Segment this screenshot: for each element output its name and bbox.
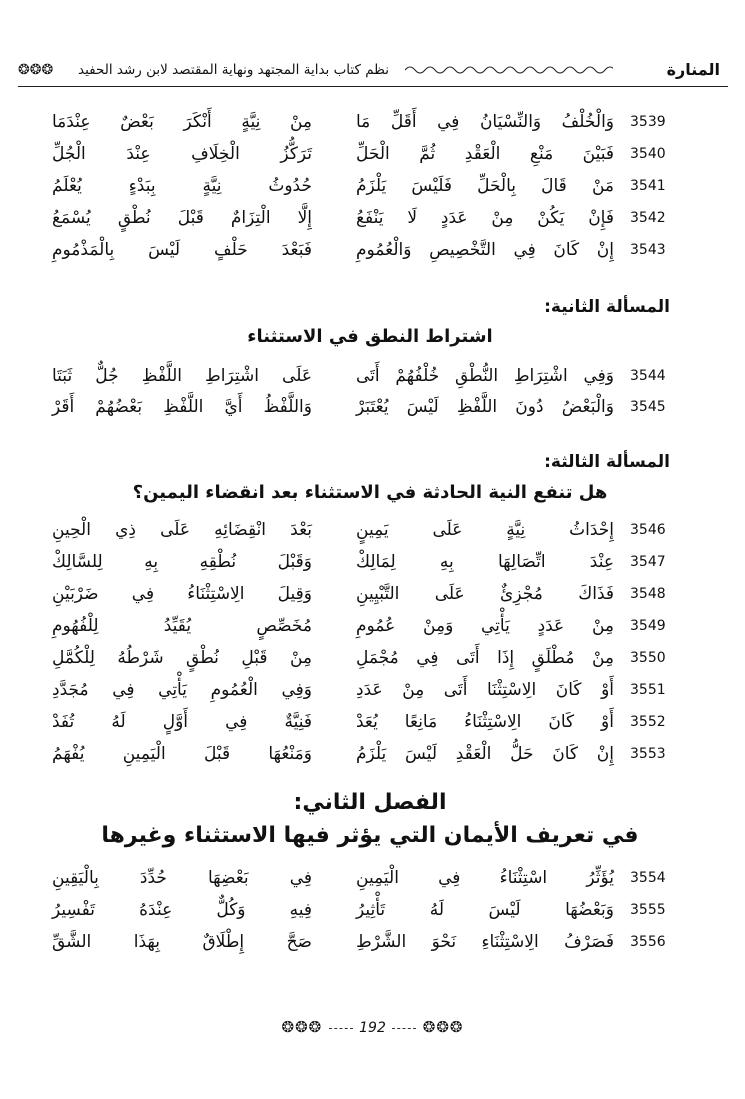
verse-row [0, 142, 745, 174]
verse-number: 3548 [630, 586, 666, 602]
verse-first-hemistich: وَفِي اشْتِرَاطِ النُّطْقِ خُلْفُهُمْ أَتَى [356, 366, 614, 386]
verse-row [0, 930, 745, 962]
verse-second-hemistich: حُدُوثُ نِيَّةٍ بِبَدْءٍ يُعْلَمُ [52, 176, 312, 196]
verse-row [0, 614, 745, 646]
verse-number: 3550 [630, 650, 666, 666]
footer-ornament-right-icon: ❂❂❂ [422, 1018, 464, 1036]
verse-first-hemistich: وَالْخُلْفُ وَالنِّسْيَانُ فِي أَقَلِّ مَا [356, 112, 614, 132]
verse-first-hemistich: فَذَاكَ مُجْزِئٌ عَلَى التَّبْيِينِ [356, 584, 614, 604]
verse-first-hemistich: إِنْ كَانَ فِي التَّخْصِيصِ وَالْعُمُومِ [356, 240, 614, 260]
page-footer [0, 1018, 745, 1036]
verse-first-hemistich: مِنْ مُطْلَقٍ إِذَا أَتَى فِي مُجْمَلِ [356, 648, 614, 668]
verse-row [0, 518, 745, 550]
verse-second-hemistich: مِنْ قَبْلِ نُطْقٍ شَرْطُهُ لِلْكُمَّلِ [52, 648, 312, 668]
verse-second-hemistich: بَعْدَ انْقِضَائِهِ عَلَى ذِي الْحِينِ [52, 520, 312, 540]
verse-second-hemistich: مِنْ نِيَّةٍ أَنْكَرَ بَعْضٌ عِنْدَمَا [52, 112, 312, 132]
verse-second-hemistich: عَلَى اشْتِرَاطِ اللَّفْظِ جُلٌّ ثَبَتَا [52, 366, 312, 386]
verse-second-hemistich: تَرَكُّزُ الْخِلَافِ عِنْدَ الْجُلِّ [52, 144, 312, 164]
verse-row [0, 110, 745, 142]
verse-second-hemistich: إِلَّا الْتِزَامٌ قَبْلَ نُطْقٍ يُسْمَعُ [52, 208, 312, 228]
verse-number: 3542 [630, 210, 666, 226]
verse-second-hemistich: فِيهِ وَكُلٌّ عِنْدَهُ تَفْسِيرُ [52, 900, 312, 920]
verse-second-hemistich: وَمَنْعُهَا قَبْلَ الْيَمِينِ يُفْهَمُ [52, 744, 312, 764]
verse-number: 3551 [630, 682, 666, 698]
verse-second-hemistich: فِي بَعْضِهَا حُدِّدَ بِالْيَقِينِ [52, 868, 312, 888]
verse-first-hemistich: فَإِنْ يَكُنْ مِنْ عَدَدٍ لَا يَنْفَعُ [356, 208, 614, 228]
verse-first-hemistich: عِنْدَ اتِّصَالِهَا بِهِ لِمَالِكْ [356, 552, 614, 572]
verse-first-hemistich: أَوْ كَانَ الِاسْتِثْنَاءُ مَانِعًا يُعَدْ [356, 712, 614, 732]
verse-row [0, 710, 745, 742]
verse-first-hemistich: مَنْ قَالَ بِالْحَلِّ فَلَيْسَ يَلْزَمُ [356, 176, 614, 196]
verse-number: 3539 [630, 114, 666, 130]
verse-number: 3555 [630, 902, 666, 918]
verse-number: 3540 [630, 146, 666, 162]
verse-number: 3552 [630, 714, 666, 730]
verse-row [0, 678, 745, 710]
verse-number: 3549 [630, 618, 666, 634]
verse-row [0, 550, 745, 582]
verse-number: 3553 [630, 746, 666, 762]
header-book-name: المنارة [666, 60, 720, 79]
verse-second-hemistich: وَاللَّفْظُ أَيَّ اللَّفْظِ بَعْضُهُمْ أَقَرْ [52, 397, 312, 417]
page-header [18, 56, 728, 92]
verse-row [0, 646, 745, 678]
verse-second-hemistich: فَنِيَّةٌ فِي أَوَّلٍ لَهُ تُفَدْ [52, 712, 312, 732]
chapter-title: في تعريف الأيمان التي يؤثر فيها الاستثناء وغيرها [101, 823, 639, 848]
verse-number: 3556 [630, 934, 666, 950]
footer-ornament-left-icon: ❂❂❂ [281, 1018, 323, 1036]
verse-first-hemistich: إِنْ كَانَ حَلُّ الْعَقْدِ لَيْسَ يَلْزَمُ [356, 744, 614, 764]
verse-number: 3546 [630, 522, 666, 538]
header-ornament: ❂❂❂ [18, 62, 54, 78]
page-number: 192 [359, 1020, 386, 1036]
wave-divider-icon [403, 58, 613, 78]
verse-number: 3545 [630, 399, 666, 415]
verse-number: 3547 [630, 554, 666, 570]
verse-first-hemistich: يُؤَثِّرُ اسْتِثْنَاءُ فِي الْيَمِينِ [356, 868, 614, 888]
chapter-label: الفصل الثاني: [293, 790, 447, 815]
verse-row [0, 395, 745, 427]
footer-dash [329, 1028, 353, 1029]
verse-second-hemistich: صَحَّ إِطْلَاقٌ بِهَذَا الشَّقِّ [52, 932, 312, 952]
verse-first-hemistich: مِنْ عَدَدٍ يَأْتِي وَمِنْ عُمُومِ [356, 616, 614, 636]
verse-number: 3554 [630, 870, 666, 886]
verse-second-hemistich: وَفِي الْعُمُومِ يَأْتِي فِي مُجَدَّدِ [52, 680, 312, 700]
verse-row [0, 742, 745, 774]
verse-row [0, 364, 745, 396]
verse-second-hemistich: فَبَعْدَ حَلْفٍ لَيْسَ بِالْمَذْمُومِ [52, 240, 312, 260]
header-rule [18, 86, 728, 87]
verse-first-hemistich: فَبَيْنَ مَنْعِ الْعَقْدِ ثُمَّ الْحَلِّ [356, 144, 614, 164]
verse-first-hemistich: أَوْ كَانَ الِاسْتِثْنَا أَتَى مِنْ عَدَدِ [356, 680, 614, 700]
verse-second-hemistich: وَقَبْلَ نُطْقِهِ بِهِ لِلسَّالِكْ [52, 552, 312, 572]
verse-second-hemistich: وَقِيلَ الِاسْتِثْنَاءُ فِي ضَرْبَيْنِ [52, 584, 312, 604]
verse-row [0, 174, 745, 206]
header-title: نظم كتاب بداية المجتهد ونهاية المقتصد لابن رشد الحفيد [78, 62, 390, 78]
verse-row [0, 866, 745, 898]
verse-number: 3543 [630, 242, 666, 258]
verse-row [0, 238, 745, 270]
section-title: اشتراط النطق في الاستثناء [247, 326, 493, 347]
verse-row [0, 898, 745, 930]
verse-first-hemistich: وَبَعْضُهَا لَيْسَ لَهُ تَأْثِيرُ [356, 900, 614, 920]
section-label: المسألة الثانية: [544, 297, 670, 317]
verse-number: 3544 [630, 368, 666, 384]
verse-first-hemistich: إِحْدَاثُ نِيَّةٍ عَلَى يَمِينٍ [356, 520, 614, 540]
verse-first-hemistich: وَالْبَعْضُ دُونَ اللَّفْظِ لَيْسَ يُعْتَبَرْ [356, 397, 614, 417]
section-title: هل تنفع النية الحادثة في الاستثناء بعد انقضاء اليمين؟ [132, 482, 608, 503]
verse-row [0, 206, 745, 238]
verse-row [0, 582, 745, 614]
verse-number: 3541 [630, 178, 666, 194]
section-label: المسألة الثالثة: [544, 452, 670, 472]
verse-first-hemistich: فَصَرْفُ الِاسْتِثْنَاءِ نَحْوَ الشَّرْطِ [356, 932, 614, 952]
verse-second-hemistich: مُخَصِّصٍ يُقَيِّدُ لِلْفُهُومِ [52, 616, 312, 636]
footer-dash [392, 1028, 416, 1029]
